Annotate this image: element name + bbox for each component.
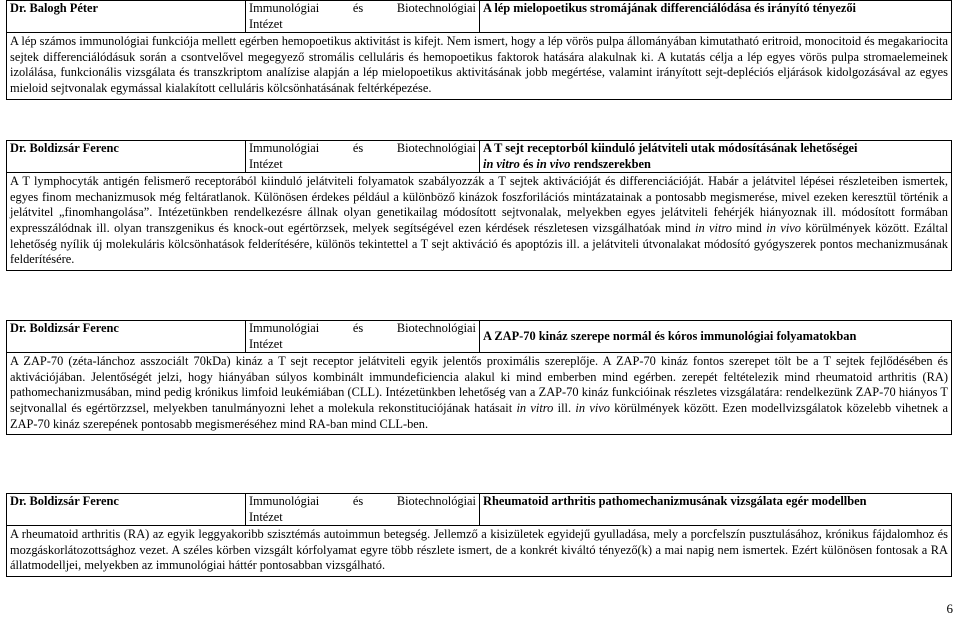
institute-line-2: Intézet — [249, 336, 283, 351]
title-part: A T sejt receptorból kiinduló jelátviteli utak módosításának lehetőségei — [483, 141, 858, 155]
institute-line-1: Immunológiai és Biotechnológiai — [249, 494, 476, 508]
author-name: Dr. Balogh Péter — [7, 1, 246, 33]
title-text: A ZAP-70 kináz szerepe normál és kóros immunológiai folyamatokban — [483, 328, 857, 343]
institute-name — [246, 494, 480, 526]
project-entry-1 — [6, 0, 952, 100]
title-italic: in vitro — [483, 156, 520, 171]
institute-line-2: Intézet — [249, 16, 283, 31]
project-title: Rheumatoid arthritis pathomechanizmusának vizsgálata egér modellben — [480, 494, 952, 526]
institute-line-2: Intézet — [249, 156, 283, 171]
institute-name — [246, 141, 480, 173]
project-entry-2 — [6, 140, 952, 271]
institute-line-1: Immunológiai és Biotechnológiai — [249, 1, 476, 15]
institute-line-2: Intézet — [249, 509, 283, 524]
title-part: és — [519, 156, 537, 171]
institute-name — [246, 321, 480, 353]
project-title — [480, 141, 952, 173]
body-text: körülmények között. Ezen modellvizsgálatok közelebb vihetnek a ZAP-70 kináz szerepének pontosabb megismeréséhez mind RA-ban mind CLL-ben. — [10, 400, 948, 431]
project-entry-4 — [6, 493, 952, 577]
project-description — [6, 173, 952, 271]
project-title: A lép mielopoetikus stromájának differenciálódása és irányító tényezői — [480, 1, 952, 33]
entry-header — [6, 493, 952, 526]
title-italic: in vivo — [536, 156, 571, 171]
author-name: Dr. Boldizsár Ferenc — [7, 321, 246, 353]
body-text: A ZAP-70 (zéta-lánchoz asszociált 70kDa) kináz a T sejt receptor jelátviteli egyik jelentős proximális szereplője. A ZAP-70 kináz fontos szerepet tölt be a T sejtek fejlődésében és aktivációjában. Jelentőségét jelzi, hogy hiányában súlyos kombinált immundeficiencia alakul ki mind emberben mind egérben. zerepét feltételezik mind rheumatoid arthritis (RA) pathomechanizmusában, mind pedig krónikus limfoid leukémiában (CLL). Intézetünkben lehetőség van a ZAP-70 kináz funkcióinak részletes vizsgálatára: rendelkezünk ZAP-70 hiányos T sejtvonallal és egértörzzsel, melyekben tanulmányozni lehet a molekula rekonstituciójának hatásait — [10, 354, 948, 415]
author-name: Dr. Boldizsár Ferenc — [7, 494, 246, 526]
title-part: rendszerekben — [570, 156, 651, 171]
project-description: A rheumatoid arthritis (RA) az egyik leggyakoribb szisztémás autoimmun betegség. Jellemző a kisizületek egyidejű gyulladása, mely a porcfelszín pusztulásához, krónikus fájdalomhoz és mozgáskorlátozottsághoz vezet. A széles körben vizsgált kórfolyamat egyre több részlete ismert, de a konkrét kiváltó tényező(k) a mai napig nem ismertek. Ezért különösen fontosak a RA állatmodelljei, melyekben az immunológiai háttér pontosabban vizsgálható. — [6, 526, 952, 577]
author-name: Dr. Boldizsár Ferenc — [7, 141, 246, 173]
body-text: körülmények között. Ezáltal lehetőség nyílik új molekuláris kölcsönhatások felderítésére, különös tekintettel a T sejt aktiváció és apoptózis ill. a jelátviteli útvonalakat módosító gyógyszerek pontos mechanizmusának felderítésére. — [10, 220, 949, 267]
body-italic: in vivo — [766, 220, 801, 235]
body-text: ill. — [553, 400, 576, 415]
body-text: A T lymphocyták antigén felismerő receptorából kiinduló jelátviteli folyamatok szabályozzák a T sejtek aktivációját és differenciációját. Habár a jelátvitel lépései részleteiben ismertek, egyes finom mechanizmusok még feltáratlanok. Különösen érdekes például a különböző kinázok foszforilációs mintázatainak a pontosabb megismerése, mivel ezeken keresztül történik a jelátvitel „finomhangolása”. Intézetünkben rendelkezésre állnak olyan genetikailag módosított sejtvonalak, melyekben egyes jelátviteli fehérjék hiányoznak ill. módosított formában expresszálódnak ill. olyan transzgenikus és knock-out egértörzsek, melyek segítségével ezen kérdések részletesen vizsgálhatóak mind — [10, 174, 948, 235]
entry-header — [6, 320, 952, 353]
page-number: 6 — [946, 601, 953, 616]
project-entry-3 — [6, 320, 952, 435]
body-italic: in vitro — [516, 400, 554, 415]
body-italic: in vivo — [575, 400, 610, 415]
body-text: mind — [732, 220, 767, 235]
project-description — [6, 353, 952, 435]
institute-line-1: Immunológiai és Biotechnológiai — [249, 141, 476, 155]
body-italic: in vitro — [695, 220, 732, 235]
project-title — [480, 321, 952, 353]
entry-header — [6, 140, 952, 173]
entry-header — [6, 0, 952, 33]
project-description: A lép számos immunológiai funkciója mellett egérben hemopoetikus aktivitást is kifejt. Nem ismert, hogy a lép vörös pulpa állományában kimutatható eritroid, monocitoid és megakariocita sejtek differenciálódásuk során a csontvelővel megegyező stromális celluláris és hemopoetikus faktorok hatására alakulnak ki. A kutatás célja a lép egyes vörös pulpa stromaelemeinek izolálása, funkcionális vizsgálata és transzkriptom analízise alapján a lép mielopoetikus aktivitásának jobb megértése, valamint irányított sejt-depléciós eljárások kidolgozásával az egyes mieloid sejtvonalak egymással kialakított celluláris kölcsönhatásának feltérképezése. — [6, 33, 952, 99]
institute-name — [246, 1, 480, 33]
institute-line-1: Immunológiai és Biotechnológiai — [249, 321, 476, 335]
